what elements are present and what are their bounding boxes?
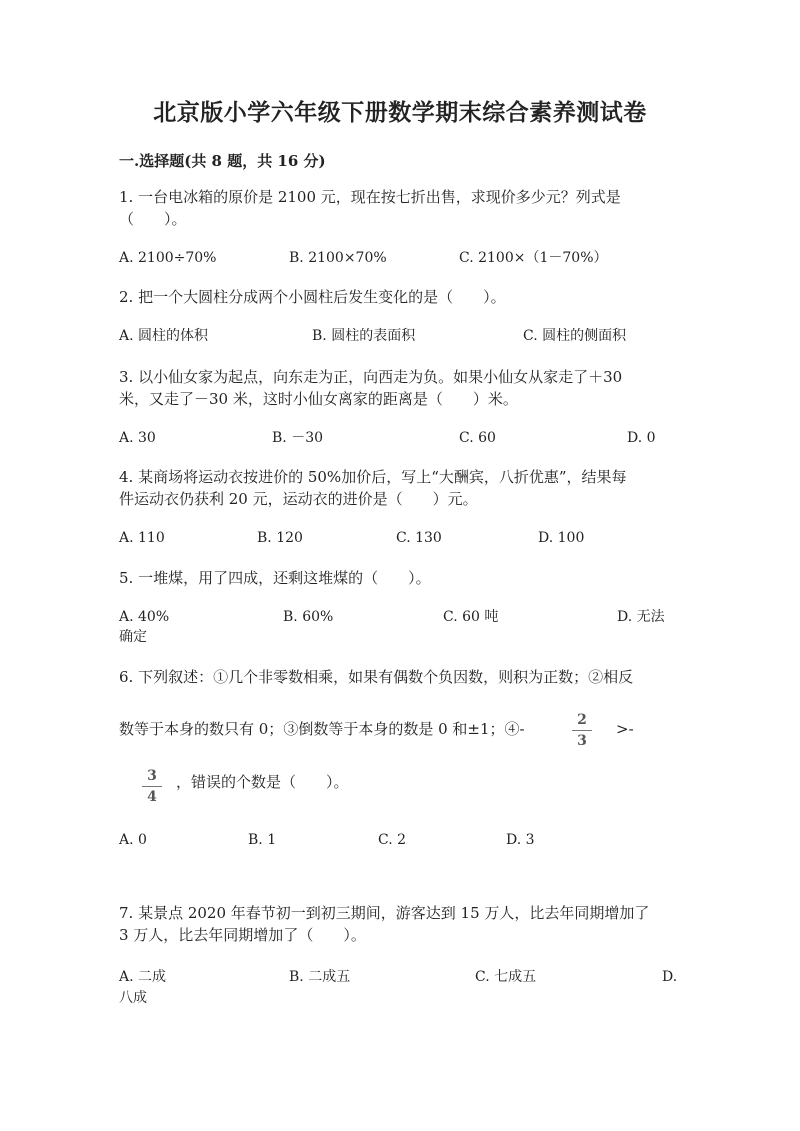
- question-3-line-2: 米，又走了－30 米，这时小仙女离家的距离是（ ）米。: [119, 390, 518, 408]
- question-3-line-1: 3. 以小仙女家为起点，向东走为正，向西走为负。如果小仙女从家走了＋30: [119, 368, 623, 386]
- question-3-option-b[interactable]: B. －30: [272, 430, 324, 446]
- question-5-option-a[interactable]: A. 40%: [119, 609, 170, 625]
- fraction-1-bar: [572, 730, 592, 731]
- section-heading: 一.选择题(共 8 题，共 16 分): [119, 152, 326, 170]
- question-4-line-2: 件运动衣仍获利 20 元，运动衣的进价是（ ）元。: [119, 490, 478, 508]
- question-5-option-d[interactable]: D. 无法: [617, 609, 665, 625]
- question-2-option-a[interactable]: A. 圆柱的体积: [119, 328, 209, 344]
- question-5-option-d-continued: 确定: [119, 629, 147, 645]
- question-7: [119, 902, 684, 946]
- question-1: [119, 186, 684, 230]
- fraction-two-thirds: [572, 712, 592, 749]
- question-6-option-d[interactable]: D. 3: [506, 832, 535, 848]
- question-3-option-d[interactable]: D. 0: [627, 430, 656, 446]
- question-7-line-1: 7. 某景点 2020 年春节初一到初三期间，游客达到 15 万人，比去年同期增加了: [119, 904, 650, 922]
- question-3-option-c[interactable]: C. 60: [459, 430, 496, 446]
- fraction-2-bar: [142, 786, 162, 787]
- question-4-line-1: 4. 某商场将运动衣按进价的 50%加价后，写上“大酬宾，八折优惠”，结果每: [119, 468, 627, 486]
- question-7-option-b[interactable]: B. 二成五: [289, 969, 351, 985]
- question-7-option-a[interactable]: A. 二成: [119, 969, 167, 985]
- fraction-1-numerator: 2: [577, 712, 587, 728]
- fraction-2-denominator: 4: [147, 789, 157, 805]
- question-1-line-1: 1. 一台电冰箱的原价是 2100 元，现在按七折出售，求现价多少元？列式是: [119, 188, 621, 206]
- question-7-option-d[interactable]: D.: [662, 969, 678, 985]
- question-6-option-c[interactable]: C. 2: [378, 832, 407, 848]
- question-5-option-c[interactable]: C. 60 吨: [443, 609, 499, 625]
- question-1-option-a[interactable]: A. 2100÷70%: [119, 250, 217, 266]
- question-6-option-b[interactable]: B. 1: [248, 832, 277, 848]
- fraction-2-numerator: 3: [147, 768, 157, 784]
- question-5-line-1: 5. 一堆煤，用了四成，还剩这堆煤的（ ）。: [119, 569, 431, 587]
- question-4-option-b[interactable]: B. 120: [257, 530, 303, 546]
- question-3-option-a[interactable]: A. 30: [119, 430, 156, 446]
- question-4: [119, 466, 684, 510]
- question-1-option-c[interactable]: C. 2100×（1－70%）: [459, 250, 608, 266]
- question-6-line-2-end: >-: [616, 720, 634, 738]
- question-2-line-1: 2. 把一个大圆柱分成两个小圆柱后发生变化的是（ ）。: [119, 288, 506, 306]
- question-6-option-a[interactable]: A. 0: [119, 832, 147, 848]
- question-6-line-3: ，错误的个数是（ ）。: [176, 773, 349, 791]
- question-4-option-a[interactable]: A. 110: [119, 530, 165, 546]
- question-5-option-b[interactable]: B. 60%: [283, 609, 334, 625]
- question-6: [119, 666, 684, 688]
- question-7-line-2: 3 万人，比去年同期增加了（ ）。: [119, 926, 366, 944]
- question-5: [119, 567, 684, 589]
- question-4-option-d[interactable]: D. 100: [538, 530, 585, 546]
- question-2-option-c[interactable]: C. 圆柱的侧面积: [523, 328, 627, 344]
- question-7-option-d-continued: 八成: [119, 990, 147, 1006]
- question-6-line-1: 6. 下列叙述：①几个非零数相乘，如果有偶数个负因数，则积为正数；②相反: [119, 668, 634, 686]
- fraction-1-denominator: 3: [577, 733, 587, 749]
- question-7-option-c[interactable]: C. 七成五: [475, 969, 537, 985]
- fraction-three-quarters: [142, 768, 162, 805]
- question-3: [119, 366, 684, 410]
- question-1-option-b[interactable]: B. 2100×70%: [289, 250, 387, 266]
- question-4-option-c[interactable]: C. 130: [396, 530, 442, 546]
- question-1-line-2: （ ）。: [119, 210, 187, 228]
- page-title: 北京版小学六年级下册数学期末综合素养测试卷: [153, 99, 647, 126]
- question-2-option-b[interactable]: B. 圆柱的表面积: [312, 328, 416, 344]
- question-6-line-2: 数等于本身的数只有 0；③倒数等于本身的数是 0 和±1；④-: [119, 720, 525, 738]
- question-2: [119, 286, 684, 308]
